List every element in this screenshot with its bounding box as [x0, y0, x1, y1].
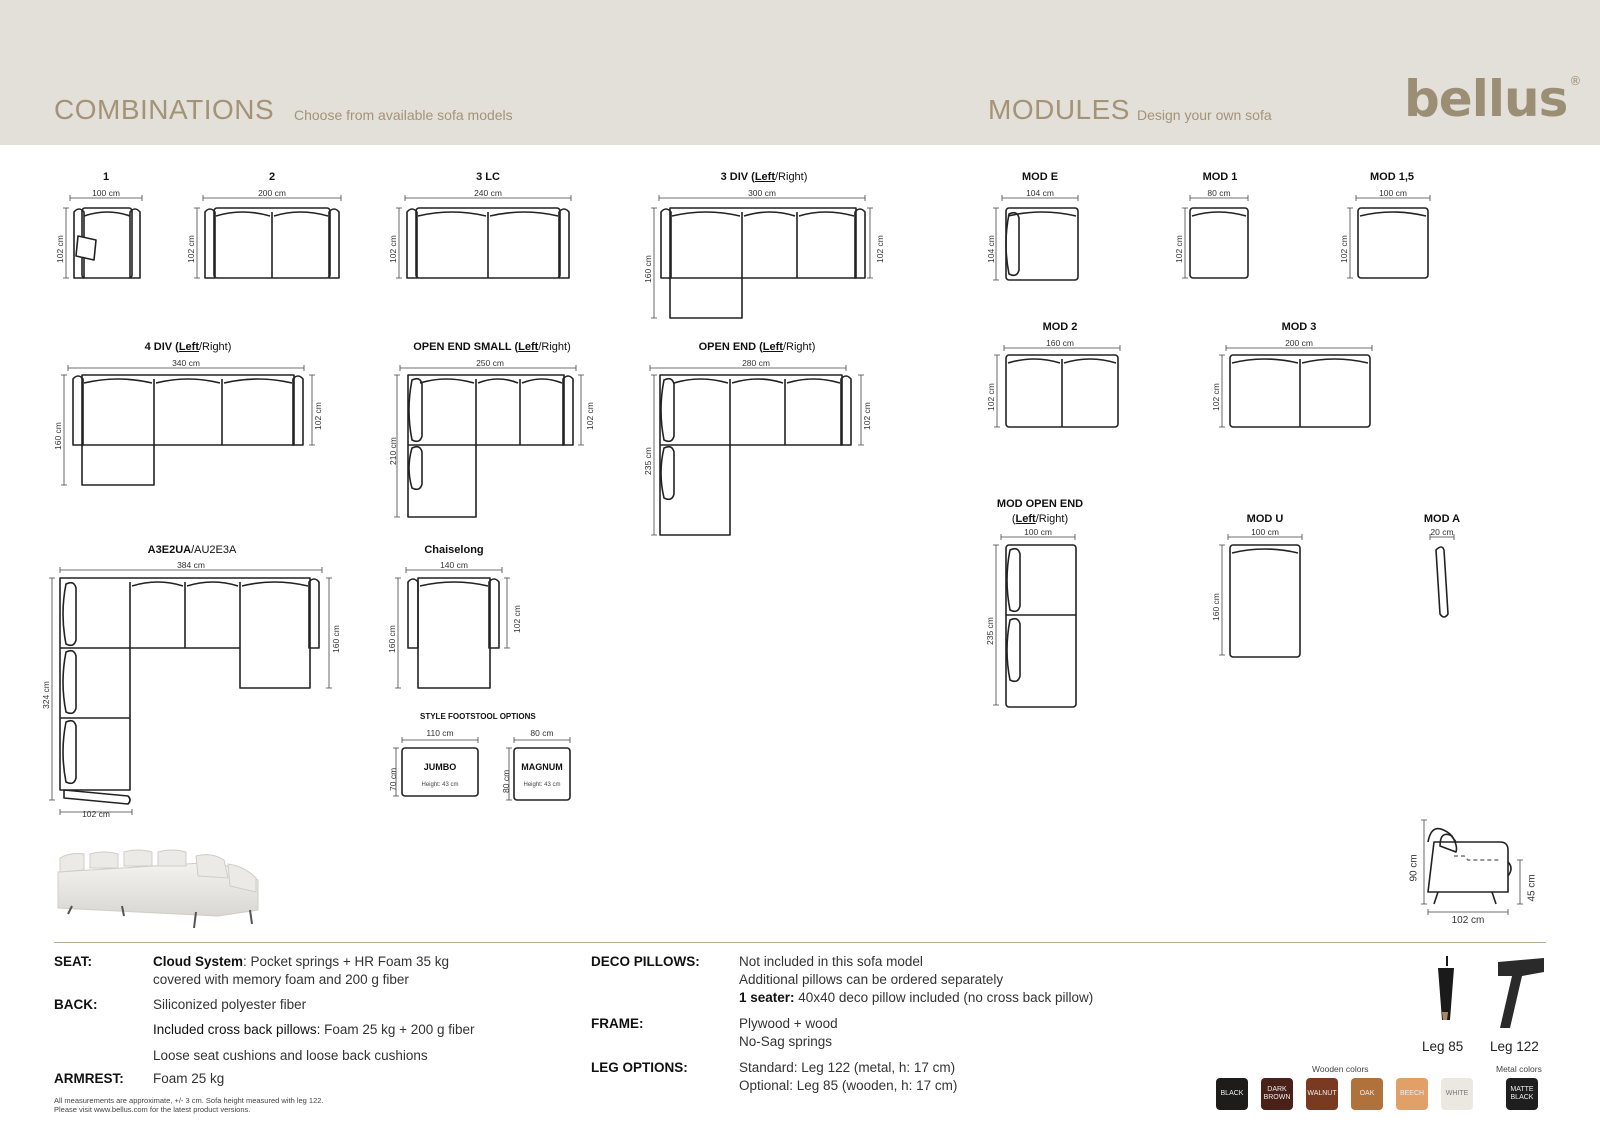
swatch-beech[interactable] [1396, 1078, 1428, 1110]
drawing-mod-2 [1006, 355, 1118, 427]
dim-side-depth: 102 cm [1451, 915, 1485, 926]
label-mod-a: MOD A [1423, 513, 1461, 525]
swatch-walnut[interactable] [1306, 1078, 1338, 1110]
label-open-small-main: OPEN END SMALL ( [413, 341, 519, 353]
label-mod-u: MOD U [1246, 513, 1284, 525]
dim-magnum-depth: 80 cm [501, 769, 511, 793]
label-open-small-right: /Right) [538, 341, 571, 353]
leg-85-label: Leg 85 [1422, 1039, 1464, 1054]
label-mod-open-left: Left [1015, 513, 1036, 525]
spec-back-l2 [153, 1021, 475, 1039]
label-open-small-left: Left [518, 341, 539, 353]
label-a3e2ua [136, 544, 248, 556]
dim-a3e2ua-width: 384 cm [177, 560, 205, 570]
magnum-label: MAGNUM [521, 762, 563, 772]
footnote [54, 1096, 324, 1114]
dim-a3e2ua-depth-right: 160 cm [331, 625, 341, 653]
dim-mod-open-depth: 235 cm [985, 617, 995, 645]
swatch-oak-label: OAK [1359, 1090, 1375, 1097]
spec-seat-key: SEAT: [54, 954, 93, 969]
label-mod-open-line1: MOD OPEN END [996, 498, 1084, 510]
dim-mod-1-width: 80 cm [1207, 188, 1231, 198]
dim-mod-e-width: 104 cm [1026, 188, 1054, 198]
modules-title: MODULES [988, 94, 1130, 125]
label-4div [126, 341, 250, 353]
label-mod-3: MOD 3 [1281, 321, 1317, 333]
spec-legs-l2: Optional: Leg 85 (wooden, h: 17 cm) [739, 1078, 958, 1093]
label-1: 1 [102, 171, 110, 183]
drawing-mod-3 [1230, 355, 1370, 427]
footnote-l2: Please visit www.bellus.com for the latest product versions. [54, 1105, 251, 1114]
spec-frame-value [739, 1015, 838, 1051]
swatch-white-label: WHITE [1445, 1090, 1469, 1097]
dim-open-small-depth-right: 102 cm [585, 402, 595, 430]
drawing-a3e2ua [60, 578, 319, 804]
spec-deco-l2: Additional pillows can be ordered separately [739, 972, 1004, 987]
swatch-matte-black[interactable] [1506, 1078, 1538, 1110]
drawing-1 [74, 208, 140, 278]
dim-mod-15-width: 100 cm [1379, 188, 1407, 198]
dim-side-height: 90 cm [1408, 854, 1420, 882]
label-open-end-right: /Right) [782, 341, 816, 353]
drawing-mod-e [1006, 208, 1078, 280]
label-3div-right: /Right) [775, 171, 808, 183]
jumbo-footstool-shape [402, 748, 478, 796]
jumbo-height: Height: 43 cm [421, 782, 459, 788]
dim-mod-15-depth: 102 cm [1339, 235, 1349, 263]
dim-3div-depth-left: 160 cm [643, 255, 653, 283]
drawing-mod-u [1230, 545, 1300, 657]
dim-open-end-depth-left: 235 cm [643, 447, 653, 475]
dim-2-width: 200 cm [258, 188, 286, 198]
label-3div-main: 3 DIV ( [720, 171, 755, 183]
dim-open-small-width: 250 cm [476, 358, 504, 368]
spec-seat-rest: : Pocket springs + HR Foam 35 kg [243, 954, 449, 969]
sofa-photo [58, 850, 258, 928]
spec-back-l3: Loose seat cushions and loose back cushions [153, 1048, 428, 1063]
drawing-3lc [407, 208, 569, 278]
magnum-footstool-shape [514, 748, 570, 800]
dim-3lc-width: 240 cm [474, 188, 502, 198]
dim-mod-1-depth: 102 cm [1174, 235, 1184, 263]
label-open-end-small [406, 341, 578, 353]
dim-mod-e-depth: 104 cm [986, 235, 996, 263]
drawing-2 [205, 208, 339, 278]
wooden-colors-header: Wooden colors [1312, 1064, 1369, 1074]
spec-seat-line2: covered with memory foam and 200 g fiber [153, 972, 409, 987]
label-3lc: 3 LC [476, 171, 500, 183]
spec-legs-key: LEG OPTIONS: [591, 1060, 688, 1075]
spec-deco-rest: 40x40 deco pillow included (no cross back pillow) [794, 990, 1094, 1005]
label-3div [700, 171, 828, 183]
swatch-black[interactable] [1216, 1078, 1248, 1110]
dim-mod-3-width: 200 cm [1285, 338, 1313, 348]
modules-subtitle: Design your own sofa [1137, 107, 1272, 123]
dim-chaiselong-width: 140 cm [440, 560, 468, 570]
spec-seat-value [153, 953, 449, 989]
dim-mod-a-width: 20 cm [1430, 527, 1454, 537]
dim-3div-depth-right: 102 cm [875, 235, 885, 263]
logo-text: bellus [1404, 70, 1568, 128]
spec-armrest-value: Foam 25 kg [153, 1071, 225, 1086]
dim-3div-width: 300 cm [748, 188, 776, 198]
leg-122-label: Leg 122 [1490, 1039, 1539, 1054]
swatch-beech-label: BEECH [1399, 1090, 1425, 1097]
swatch-oak[interactable] [1351, 1078, 1383, 1110]
combinations-subtitle: Choose from available sofa models [294, 107, 513, 123]
spec-armrest-key: ARMREST: [54, 1071, 124, 1086]
dim-4div-depth-left: 160 cm [53, 422, 63, 450]
swatch-dark-brown-label: DARK BROWN [1263, 1086, 1291, 1101]
combinations-title: COMBINATIONS [54, 94, 275, 125]
label-open-end-main: OPEN END ( [698, 341, 763, 353]
label-4div-left: Left [178, 341, 199, 353]
dim-magnum-width: 80 cm [530, 728, 554, 738]
label-open-end-left: Left [762, 341, 783, 353]
label-4div-main: 4 DIV ( [144, 341, 179, 353]
side-view-drawing [1428, 829, 1511, 904]
leg-122-icon [1498, 958, 1544, 1028]
dim-1-width: 100 cm [92, 188, 120, 198]
logo-registered: ® [1569, 74, 1581, 88]
spec-frame-l2: No-Sag springs [739, 1034, 833, 1049]
drawing-mod-open-end [1006, 545, 1076, 707]
dim-open-small-depth-left: 210 cm [388, 437, 398, 465]
dim-jumbo-depth: 70 cm [388, 767, 398, 791]
magnum-height: Height: 43 cm [523, 782, 561, 788]
spec-frame-l1: Plywood + wood [739, 1016, 838, 1031]
dim-a3e2ua-bottom: 102 cm [82, 809, 110, 819]
spec-back-l1: Siliconized polyester fiber [153, 997, 307, 1012]
dim-mod-u-depth: 160 cm [1211, 593, 1221, 621]
dimension-lines [49, 195, 1454, 815]
label-mod-open-right: /Right) [1035, 513, 1069, 525]
swatch-dark-brown[interactable] [1261, 1078, 1293, 1110]
divider-rule [54, 942, 1546, 943]
footnote-l1: All measurements are approximate, +/- 3 cm. Sofa height measured with leg 122. [54, 1096, 324, 1105]
dim-mod-u-width: 100 cm [1251, 527, 1279, 537]
drawing-open-end-small [408, 375, 573, 517]
drawing-3div [661, 208, 865, 318]
drawing-mod-1 [1190, 208, 1248, 278]
label-chaiselong: Chaiselong [424, 544, 484, 556]
metal-colors-header: Metal colors [1496, 1064, 1542, 1074]
dim-jumbo-width: 110 cm [426, 728, 454, 738]
swatch-walnut-label: WALNUT [1307, 1090, 1337, 1097]
spec-deco-l1: Not included in this sofa model [739, 954, 923, 969]
label-a3e2ua-main: A3E2UA [147, 544, 192, 556]
label-a3e2ua-rest: /AU2E3A [191, 544, 237, 556]
label-mod-open-paren: ( [1011, 513, 1016, 525]
leg-85-icon [1438, 956, 1454, 1020]
spec-seat-bold: Cloud System [153, 954, 244, 969]
dim-mod-2-depth: 102 cm [986, 383, 996, 411]
dim-mod-2-width: 160 cm [1046, 338, 1074, 348]
dim-1-depth: 102 cm [55, 235, 65, 263]
swatch-white[interactable] [1441, 1078, 1473, 1110]
drawing-4div [73, 375, 303, 485]
dim-mod-open-width: 100 cm [1024, 527, 1052, 537]
label-3div-left: Left [754, 171, 775, 183]
jumbo-label: JUMBO [423, 762, 457, 772]
spec-back-bold: Included cross back pillows: [153, 1022, 321, 1037]
label-mod-15: MOD 1,5 [1369, 171, 1414, 183]
dim-side-seat-height: 45 cm [1526, 874, 1538, 902]
dim-chaiselong-depth-left: 160 cm [387, 625, 397, 653]
dim-chaiselong-depth-right: 102 cm [512, 605, 522, 633]
drawing-chaiselong [408, 578, 499, 688]
spec-deco-bold: 1 seater: [739, 990, 795, 1005]
footstool-title: STYLE FOOTSTOOL OPTIONS [420, 712, 536, 721]
drawing-mod-15 [1358, 208, 1428, 278]
swatch-black-label: BLACK [1220, 1090, 1244, 1097]
label-mod-1: MOD 1 [1202, 171, 1238, 183]
label-mod-2: MOD 2 [1042, 321, 1078, 333]
dim-2-depth: 102 cm [186, 235, 196, 263]
spec-legs-l1: Standard: Leg 122 (metal, h: 17 cm) [739, 1060, 956, 1075]
spec-legs-value [739, 1059, 957, 1095]
dim-4div-width: 340 cm [172, 358, 200, 368]
spec-deco-key: DECO PILLOWS: [591, 954, 700, 969]
spec-back-rest: Foam 25 kg + 200 g fiber [320, 1022, 475, 1037]
spec-back-key: BACK: [54, 997, 98, 1012]
label-2: 2 [268, 171, 276, 183]
label-open-end [690, 341, 824, 353]
label-4div-right: /Right) [199, 341, 232, 353]
swatch-matte-black-label: MATTE BLACK [1510, 1086, 1534, 1101]
drawing-open-end [660, 375, 851, 535]
dim-4div-depth-right: 102 cm [313, 402, 323, 430]
dim-open-end-width: 280 cm [742, 358, 770, 368]
drawing-mod-a [1436, 547, 1448, 617]
label-mod-open-end [980, 497, 1100, 527]
label-mod-e: MOD E [1021, 171, 1059, 183]
spec-frame-key: FRAME: [591, 1016, 644, 1031]
dim-a3e2ua-depth-left: 324 cm [41, 681, 51, 709]
dim-3lc-depth: 102 cm [388, 235, 398, 263]
spec-deco-value [739, 953, 1093, 1007]
dim-mod-3-depth: 102 cm [1211, 383, 1221, 411]
dim-open-end-depth-right: 102 cm [862, 402, 872, 430]
